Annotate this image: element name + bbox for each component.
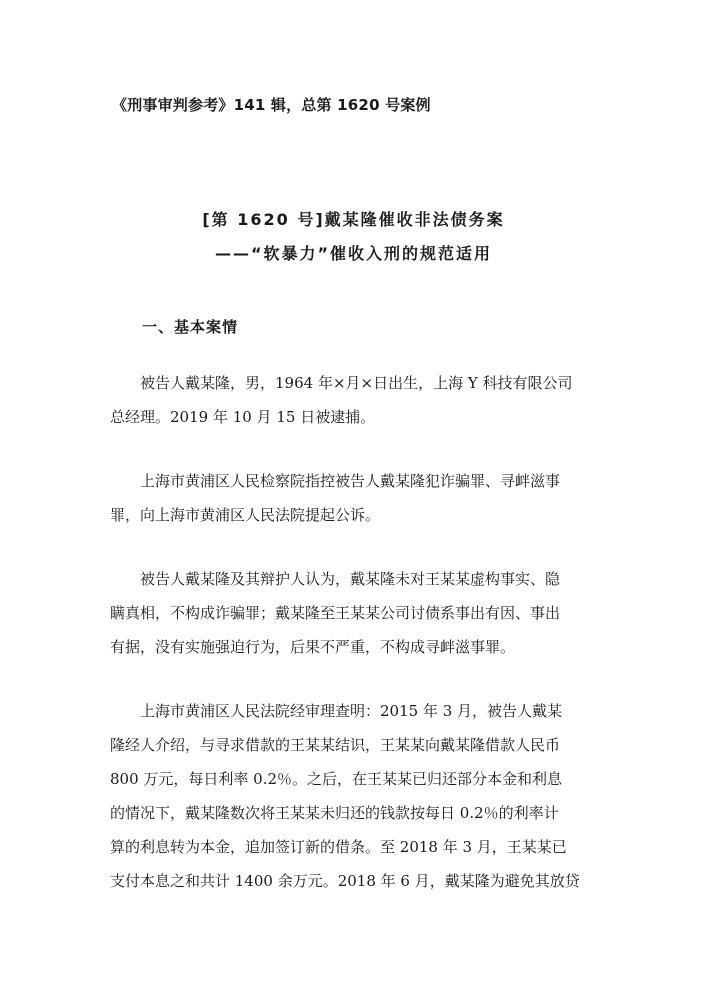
paragraph-defense <box>110 562 600 664</box>
paragraph-line: 的情况下，戴某隆数次将王某某未归还的钱款按每日 0.2％的利率计 <box>110 804 559 822</box>
paragraph-line: 上海市黄浦区人民检察院指控被告人戴某隆犯诈骗罪、寻衅滋事 <box>140 472 561 490</box>
paragraph-line: 算的利息转为本金，追加签订新的借条。至 2018 年 3 月，王某某已 <box>110 838 567 856</box>
paragraph-line: 瞒真相，不构成诈骗罪；戴某隆至王某某公司讨债系事出有因、事出 <box>110 604 561 622</box>
section-heading-basic-facts: 一、基本案情 <box>142 318 239 336</box>
case-subtitle: ——“软暴力”催收入刑的规范适用 <box>214 244 493 263</box>
paragraph-court-findings <box>110 694 600 898</box>
paragraph-line: 总经理。2019 年 10 月 15 日被逮捕。 <box>110 408 376 426</box>
paragraph-defendant-info <box>110 366 600 434</box>
paragraph-line: 隆经人介绍，与寻求借款的王某某结识，王某某向戴某隆借款人民币 <box>110 736 561 754</box>
paragraph-prosecution <box>110 464 600 532</box>
paragraph-line: 支付本息之和共计 1400 余万元。2018 年 6 月，戴某隆为避免其放贷 <box>110 872 580 890</box>
paragraph-line: 上海市黄浦区人民法院经审理查明：2015 年 3 月，被告人戴某 <box>140 702 563 720</box>
source-reference: 《刑事审判参考》141 辑，总第 1620 号案例 <box>112 96 431 114</box>
paragraph-line: 被告人戴某隆及其辩护人认为，戴某隆未对王某某虚构事实、隐 <box>140 570 561 588</box>
paragraph-line: 800 万元，每日利率 0.2％。之后，在王某某已归还部分本金和利息 <box>110 770 563 788</box>
paragraph-line: 罪，向上海市黄浦区人民法院提起公诉。 <box>110 506 381 524</box>
paragraph-line: 被告人戴某隆，男，1964 年×月×日出生，上海 Y 科技有限公司 <box>140 374 573 392</box>
case-title: [第 1620 号]戴某隆催收非法债务案 <box>202 210 505 229</box>
paragraph-line: 有据，没有实施强迫行为，后果不严重，不构成寻衅滋事罪。 <box>110 638 516 656</box>
